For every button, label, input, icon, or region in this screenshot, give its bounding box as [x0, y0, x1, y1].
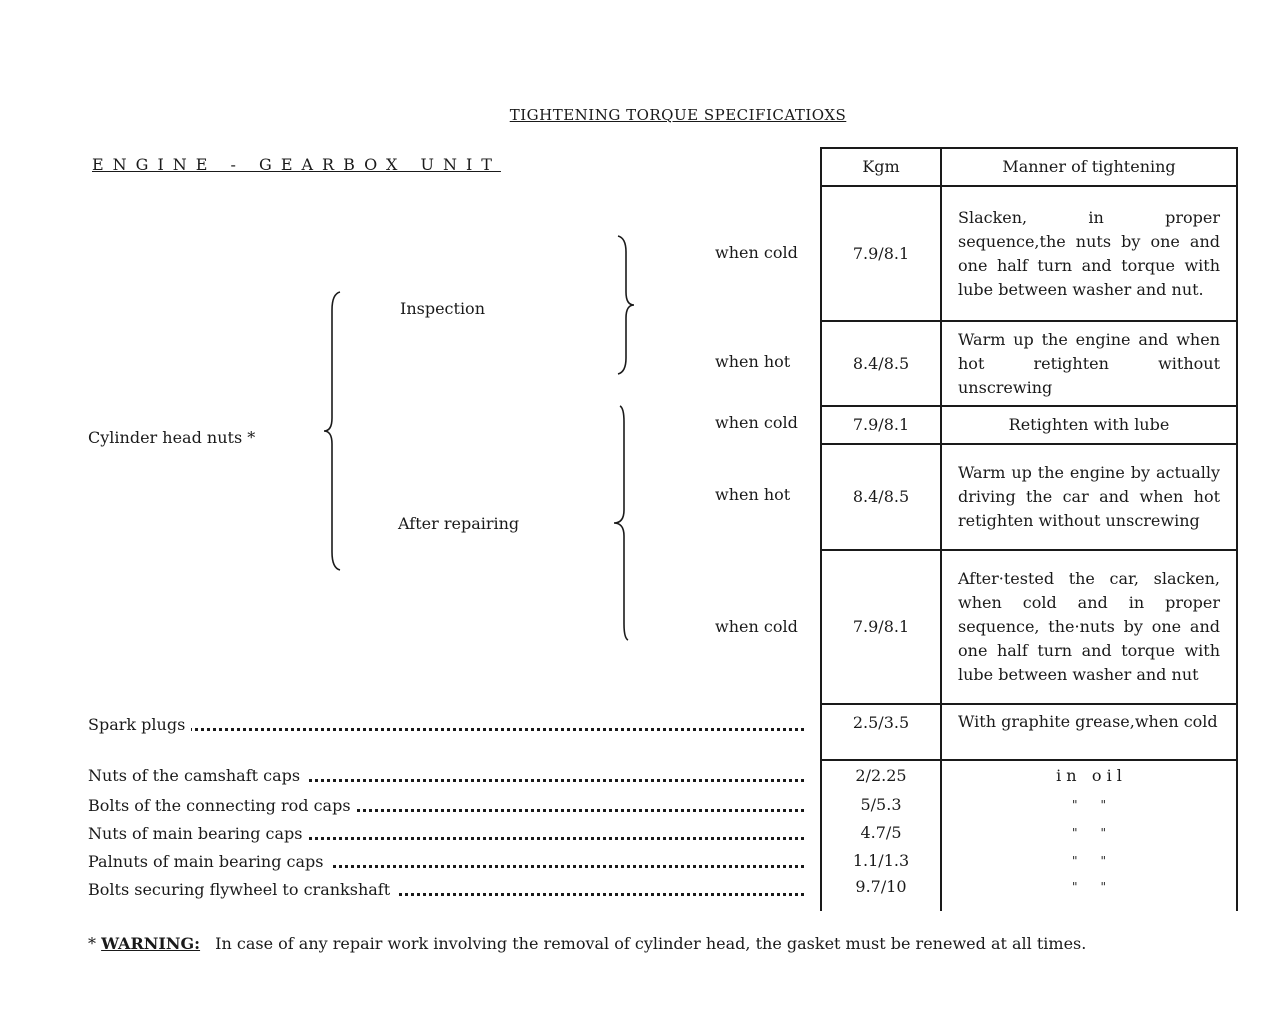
table-header-row	[821, 148, 1237, 186]
warning-note	[88, 934, 1086, 953]
kgm-value: 7.9/8.1	[821, 186, 941, 321]
table-row	[821, 186, 1237, 321]
torque-table	[820, 147, 1238, 911]
condition-label: when cold	[715, 413, 798, 432]
condition-label: when hot	[715, 485, 791, 504]
manner-value: i n o i l	[941, 760, 1237, 790]
table-row	[821, 321, 1237, 406]
table-row	[821, 847, 1237, 875]
manner-value: With graphite grease,when cold	[941, 704, 1237, 760]
kgm-value: 2.5/3.5	[821, 704, 941, 760]
kgm-value: 7.9/8.1	[821, 406, 941, 444]
list-item	[88, 822, 804, 846]
brace-icon	[318, 290, 348, 572]
kgm-value: 2/2.25	[821, 760, 941, 790]
table-row	[821, 819, 1237, 847]
warning-label: WARNING:	[101, 934, 201, 953]
cylinder-head-label: Cylinder head nuts *	[88, 428, 256, 447]
manner-value: " "	[941, 875, 1237, 911]
kgm-value: 8.4/8.5	[821, 321, 941, 406]
list-item	[88, 794, 804, 818]
manner-value: Retighten with lube	[941, 406, 1237, 444]
warning-star: *	[88, 934, 96, 953]
after-repairing-label: After repairing	[398, 514, 520, 533]
table-row	[821, 550, 1237, 704]
item-label: Nuts of the camshaft caps	[88, 766, 306, 785]
inspection-label: Inspection	[400, 299, 485, 318]
manner-value: Slacken, in proper sequence,the nuts by one and one half turn and torque with lube between washer and nut.	[941, 186, 1237, 321]
table-row	[821, 444, 1237, 550]
condition-label: when cold	[715, 243, 798, 262]
kgm-value: 4.7/5	[821, 819, 941, 847]
kgm-value: 1.1/1.3	[821, 847, 941, 875]
manner-value: Warm up the engine by actually driving the car and when hot retighten without unscrewing	[941, 444, 1237, 550]
item-label: Spark plugs	[88, 715, 191, 734]
table-row	[821, 760, 1237, 790]
manner-value: Warm up the engine and when hot retighten without unscrewing	[941, 321, 1237, 406]
table-row	[821, 790, 1237, 819]
condition-label: when hot	[715, 352, 791, 371]
item-label: Nuts of main bearing caps	[88, 824, 309, 843]
manner-value: " "	[941, 790, 1237, 819]
condition-label: when cold	[715, 617, 798, 636]
item-label: Palnuts of main bearing caps	[88, 852, 330, 871]
manner-value: " "	[941, 847, 1237, 875]
brace-icon	[608, 234, 638, 376]
manner-value: After·tested the car, slacken, when cold and in proper sequence, the·nuts by one and one half turn and torque with lube between washer and nut	[941, 550, 1237, 704]
kgm-value: 8.4/8.5	[821, 444, 941, 550]
kgm-value: 5/5.3	[821, 790, 941, 819]
list-item	[88, 878, 804, 902]
list-item	[88, 850, 804, 874]
table-row	[821, 875, 1237, 911]
table-row	[821, 406, 1237, 444]
kgm-value: 9.7/10	[821, 875, 941, 911]
manner-header: Manner of tightening	[941, 148, 1237, 186]
manner-value: " "	[941, 819, 1237, 847]
brace-icon	[606, 404, 636, 642]
kgm-value: 7.9/8.1	[821, 550, 941, 704]
warning-text: In case of any repair work involving the removal of cylinder head, the gasket must be renewed at all times.	[215, 934, 1087, 953]
item-label: Bolts of the connecting rod caps	[88, 796, 357, 815]
item-label: Bolts securing flywheel to crankshaft	[88, 880, 396, 899]
list-item	[88, 713, 804, 737]
table-row	[821, 704, 1237, 760]
kgm-header: Kgm	[821, 148, 941, 186]
section-heading: ENGINE - GEARBOX UNIT	[92, 155, 501, 174]
list-item	[88, 764, 804, 788]
page-title: TIGHTENING TORQUE SPECIFICATIOXS	[509, 106, 847, 124]
